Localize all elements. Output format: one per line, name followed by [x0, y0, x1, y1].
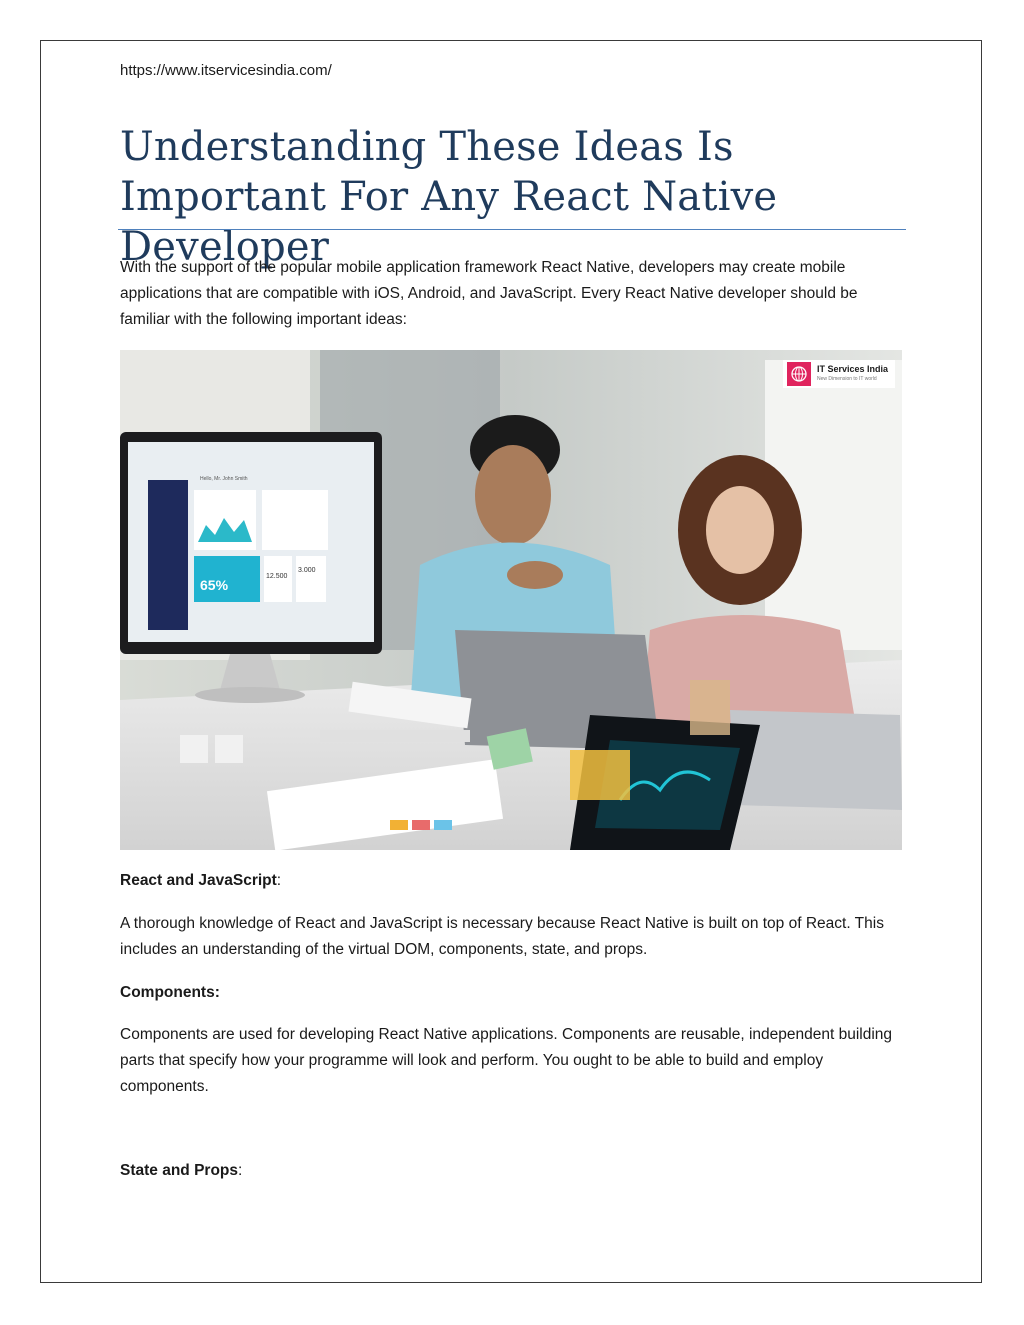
section-body-react-javascript: A thorough knowledge of React and JavaScript is necessary because React Native is built on top of React. This includes an understanding of the virtual DOM, components, state, and props.	[120, 915, 884, 958]
photo-illustration	[120, 350, 902, 850]
page-url: https://www.itservicesindia.com/	[120, 62, 332, 79]
screen-stat-a: 12.500	[266, 573, 288, 580]
screen-percent: 65%	[200, 577, 229, 593]
globe-logo-icon	[787, 362, 811, 386]
page-title: Understanding These Ideas Is Important For Any React Native Developer	[120, 124, 778, 270]
company-logo	[783, 360, 895, 388]
section-heading-react-javascript: React and JavaScript:	[120, 872, 282, 889]
logo-tagline: New Dimension to IT world	[817, 376, 877, 382]
intro-paragraph: With the support of the popular mobile application framework React Native, developers may create mobile applications that are compatible with iOS, Android, and JavaScript. Every React Native developer should be familiar with the following important ideas:	[120, 259, 858, 328]
section-heading-state-props: State and Props:	[120, 1162, 243, 1179]
screen-greeting: Hello, Mr. John Smith	[200, 476, 248, 482]
office-photo	[120, 350, 902, 850]
logo-name: IT Services India	[817, 364, 889, 374]
section-heading-components: Components:	[120, 984, 220, 1001]
screen-stat-b: 3.000	[298, 567, 316, 574]
title-underline	[118, 229, 906, 230]
section-body-components: Components are used for developing React Native applications. Components are reusable, independent building parts that specify how your programme will look and perform. You ought to be able to build and employ components.	[120, 1026, 893, 1095]
